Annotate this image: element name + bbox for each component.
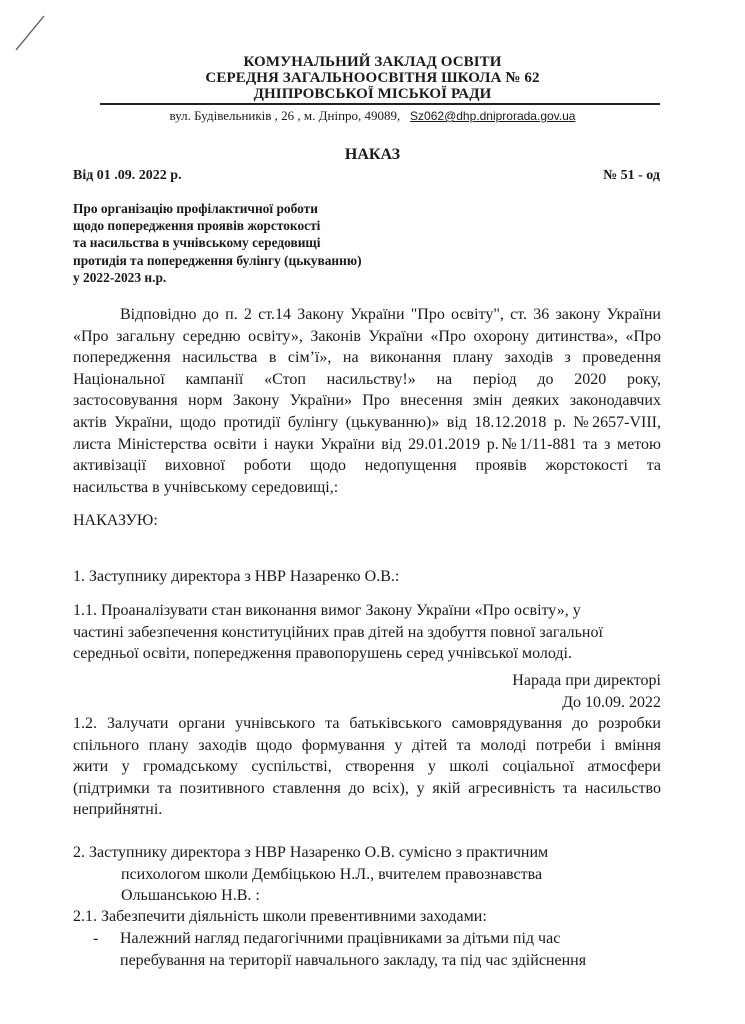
item2-heading [73, 842, 661, 907]
item2-heading-line: 2. Заступнику директора з НВР Назаренко О.В. сумісно з практичним [73, 844, 549, 861]
subject-line: щодо попередження проявів жорстокості [73, 218, 321, 234]
bullet-item [73, 928, 661, 971]
order-subject [73, 200, 362, 286]
item1-2-line: спільного плану заходів щодо формування у дітей та молоді потреби і вміння [73, 736, 661, 754]
item1-2-line: неприйнятні. [73, 801, 163, 819]
order-number: № 51 - од [603, 168, 660, 183]
institution-name: КОМУНАЛЬНИЙ ЗАКЛАД ОСВІТИ [243, 54, 502, 70]
subject-line: у 2022-2023 н.р. [73, 269, 167, 285]
item1-1-deadline [73, 670, 661, 713]
item1-2 [73, 713, 661, 821]
preamble-line: листа Міністерства освіти і науки України від 29.01.2019 р.№1/11-881 та з метою [73, 435, 661, 453]
preamble-line: насильства в учнівському середовищі,: [73, 478, 339, 496]
order-date: Від 01 .09. 2022 р. [73, 168, 182, 183]
item2-1: 2.1. Забезпечити діяльність школи превентивними заходами: [73, 908, 487, 925]
preamble-line: активізації виховної роботи щодо недопущення проявів жорстокості та [73, 457, 661, 475]
preamble-line: Національної кампанії «Стоп насильству!» на період до 2020 року, [73, 370, 661, 388]
bullet-line: Належний нагляд педагогічними працівниками за дітьми під час [120, 930, 561, 947]
item2-heading-line: Ольшанською Н.В. : [121, 887, 260, 905]
preamble-line: попередження насильства в сім’ї», на виконання плану заходів з проведення [73, 349, 661, 367]
preamble-line: «Про загальну середню освіту», Законів України «Про охорону дитинства», «Про [73, 327, 661, 345]
item1-1-line: середньої освіти, попередження правопорушень серед учнівської молоді. [73, 645, 572, 663]
subject-line: протидія та попередження булінгу (цькуванню) [73, 252, 362, 268]
bullet-dash: - [93, 930, 99, 947]
city-council: ДНІПРОВСЬКОЇ МІСЬКОЇ РАДИ [253, 86, 492, 102]
postal-address: вул. Будівельників , 26 , м. Дніпро, 49089, [169, 108, 401, 123]
bullet-line: перебування на території навчального закладу, та під час здійснення [120, 951, 587, 969]
preamble-line: актів України, щодо протидії булінгу (цькуванню)» від 18.12.2018 р. №2657-VIII, [73, 413, 661, 431]
item1-2-line: (підтримки та позитивного ставлення до всіх), у якій агресивність та насильство [73, 779, 661, 797]
item1-1 [73, 600, 661, 665]
subject-line: Про організацію профілактичної роботи [73, 201, 318, 216]
item1-2-line: 1.2. Залучати органи учнівського та батьківського самоврядування до розробки [73, 715, 661, 732]
school-name: СЕРЕДНЯ ЗАГАЛЬНООСВІТНЯ ШКОЛА № 62 [205, 70, 540, 86]
document-title: НАКАЗ [344, 146, 401, 163]
pencil-mark [14, 12, 54, 52]
item1-2-line: жити у громадському суспільстві, створення у школі соціальної атмосфери [73, 758, 661, 776]
preamble [73, 304, 661, 498]
item1-heading: 1. Заступнику директора з НВР Назаренко О.В.: [73, 568, 400, 585]
preamble-line: Відповідно до п. 2 ст.14 Закону України "Про освіту", ст. 36 закону України [120, 306, 661, 323]
letterhead-rule [100, 103, 660, 105]
order-word: НАКАЗУЮ: [73, 512, 158, 529]
subject-line: та насильства в учнівському середовищі [73, 235, 321, 251]
address-line [0, 108, 745, 124]
item1-1-line: частині забезпечення конституційних прав дітей на здобуття повної загальної [73, 623, 603, 641]
deadline-date: До 10.09. 2022 [562, 693, 661, 711]
deadline-meeting: Нарада при директорі [512, 672, 661, 689]
preamble-line: застосовування норм Закону України» Про внесення змін деяких законодавчих [73, 392, 661, 410]
item2-heading-line: психологом школи Дембіцькою Н.Л., вчителем правознавства [121, 865, 543, 883]
item1-1-line: 1.1. Проаналізувати стан виконання вимог Закону України «Про освіту», у [73, 602, 581, 619]
email-link[interactable]: Sz062@dhp.dniprorada.gov.ua [410, 109, 576, 123]
